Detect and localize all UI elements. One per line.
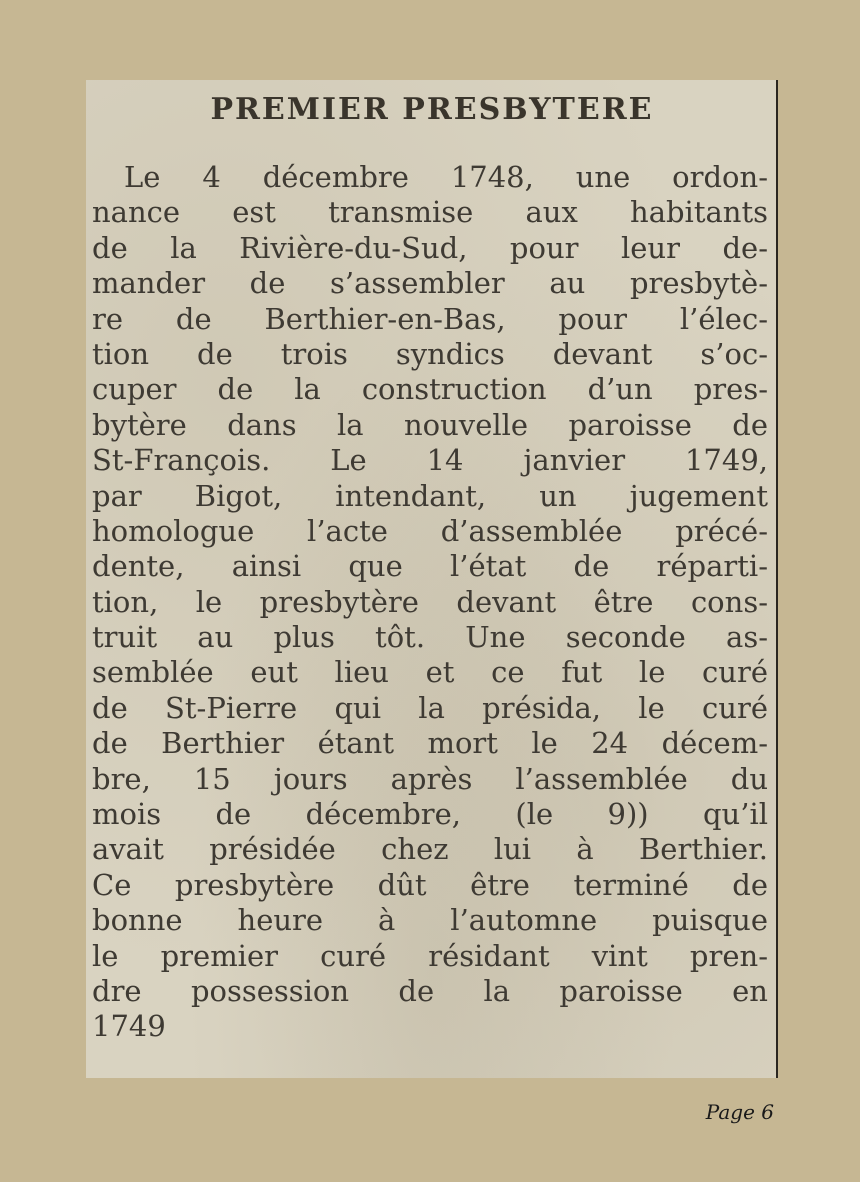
article-line: de St-Pierre qui la présida, le curé (92, 690, 768, 725)
article-line: bre, 15 jours après l’assemblée du (92, 761, 768, 796)
article-line: le premier curé résidant vint pren- (92, 938, 768, 973)
article-line: dre possession de la paroisse en (92, 973, 768, 1008)
article-line: de la Rivière-du-Sud, pour leur de- (92, 230, 768, 265)
article-line: cuper de la construction d’un pres- (92, 372, 768, 407)
article-line: par Bigot, intendant, un jugement (92, 478, 768, 513)
article-line: 1749 (92, 1009, 166, 1044)
article-line: nance est transmise aux habitants (92, 195, 768, 230)
headline: PREMIER PRESBYTERE (210, 92, 654, 127)
article-line: dente, ainsi que l’état de réparti- (92, 549, 768, 584)
article-line: homologue l’acte d’assemblée précé- (92, 513, 768, 548)
article-line: de Berthier étant mort le 24 décem- (92, 726, 768, 761)
article-line: Ce presbytère dût être terminé de (92, 867, 768, 902)
article-line: truit au plus tôt. Une seconde as- (92, 620, 768, 655)
column-rule (776, 80, 778, 1078)
article-line: tion de trois syndics devant s’oc- (92, 336, 768, 371)
article-line: bonne heure à l’automne puisque (92, 903, 768, 938)
article-line: bytère dans la nouvelle paroisse de (92, 407, 768, 442)
article-line: mois de décembre, (le 9)) qu’il (92, 797, 768, 832)
article-line: semblée eut lieu et ce fut le curé (92, 655, 768, 690)
article-line: re de Berthier-en-Bas, pour l’élec- (92, 301, 768, 336)
article-line: St-François. Le 14 janvier 1749, (92, 443, 768, 478)
article-body (92, 160, 768, 1045)
article-line: Le 4 décembre 1748, une ordon- (124, 160, 768, 194)
article-line: mander de s’assembler au presbytè- (92, 266, 768, 301)
page-number: Page 6 (705, 1100, 774, 1124)
newspaper-clipping (86, 80, 778, 1078)
article-line: tion, le presbytère devant être cons- (92, 584, 768, 619)
article-line: avait présidée chez lui à Berthier. (92, 832, 768, 867)
